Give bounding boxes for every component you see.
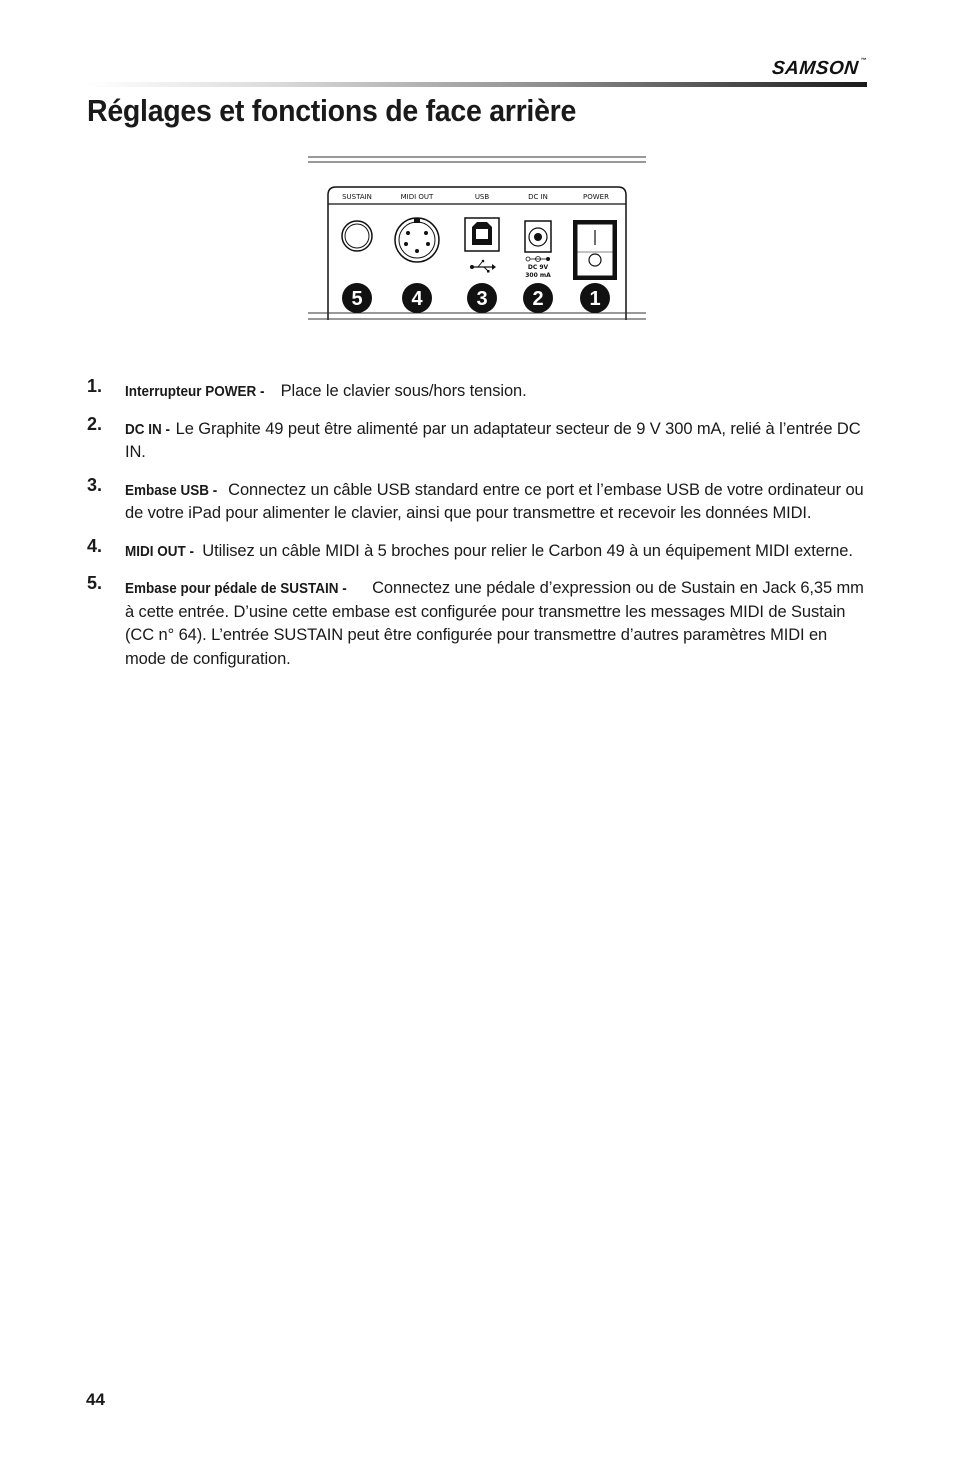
callout-5 — [342, 283, 372, 313]
item-term: Embase pour pédale de SUSTAIN - — [125, 580, 351, 597]
label-usb: USB — [474, 193, 490, 201]
samson-logo: SAMSON™ — [771, 58, 868, 79]
header-rule — [87, 82, 867, 87]
dc-jack-icon — [525, 221, 551, 252]
dc-rating-current: 300 mA — [525, 272, 551, 279]
page-number: 44 — [86, 1390, 105, 1409]
item-number: 3. — [87, 474, 103, 495]
item-description: Place le clavier sous/hors tension. — [280, 382, 527, 400]
sustain-jack-icon — [342, 221, 372, 251]
midi-din-icon — [395, 218, 439, 262]
power-switch-icon — [573, 220, 617, 280]
item-number: 2. — [87, 413, 103, 434]
label-power: POWER — [583, 193, 609, 201]
label-midi-out: MIDI OUT — [400, 193, 434, 201]
item-term: DC IN - — [125, 420, 174, 438]
item-description: Utilisez un câble MIDI à 5 broches pour relier le Carbon 49 à un équipement MIDI externe. — [202, 541, 853, 560]
item-number: 5. — [87, 573, 103, 593]
usb-symbol-icon — [470, 260, 496, 273]
callout-4 — [402, 283, 432, 313]
svg-text:5: 5 — [351, 288, 363, 310]
item-term: Interrupteur POWER - — [125, 383, 269, 400]
item-term: MIDI OUT - — [125, 542, 198, 560]
svg-text:4: 4 — [411, 288, 423, 310]
item-description: Le Graphite 49 peut être alimenté par un adaptateur secteur de 9 V 300 mA, relié à l’entrée DC IN. — [125, 419, 861, 461]
dc-polarity-icon — [526, 257, 550, 262]
rear-panel-diagram — [308, 155, 646, 321]
feature-list — [87, 376, 872, 685]
page-title: Réglages et fonctions de face arrière — [87, 93, 577, 128]
item-number: 4. — [87, 535, 103, 556]
svg-text:1: 1 — [589, 288, 601, 310]
item-description: Connectez une pédale d’expression ou de Sustain en Jack 6,35 mm à cette entrée. D’usine cette embase est configurée pour transmettre les messages MIDI de Sustain (CC n° 64). L’entrée SUSTAIN peut être configurée pour transmettre d’autres paramètres MIDI en mode de configuration. — [125, 579, 864, 668]
svg-text:3: 3 — [476, 288, 488, 310]
list-item — [87, 474, 872, 526]
callout-3 — [467, 283, 497, 313]
list-item — [87, 535, 872, 564]
label-sustain: SUSTAIN — [342, 193, 372, 201]
label-dc-in: DC IN — [528, 193, 548, 201]
item-description: Connectez un câble USB standard entre ce port et l’embase USB de votre ordinateur ou de votre iPad pour alimenter le clavier, ainsi que pour transmettre et recevoir les données MIDI. — [125, 480, 864, 522]
item-term: Embase USB - — [125, 481, 222, 499]
callout-2 — [523, 283, 553, 313]
callout-1 — [580, 283, 610, 313]
dc-rating-voltage: DC 9V — [527, 264, 549, 271]
item-number: 1. — [87, 376, 103, 396]
svg-text:2: 2 — [532, 288, 544, 310]
usb-port-icon — [465, 218, 499, 251]
list-item — [87, 573, 872, 671]
list-item — [87, 413, 872, 465]
list-item — [87, 376, 872, 404]
